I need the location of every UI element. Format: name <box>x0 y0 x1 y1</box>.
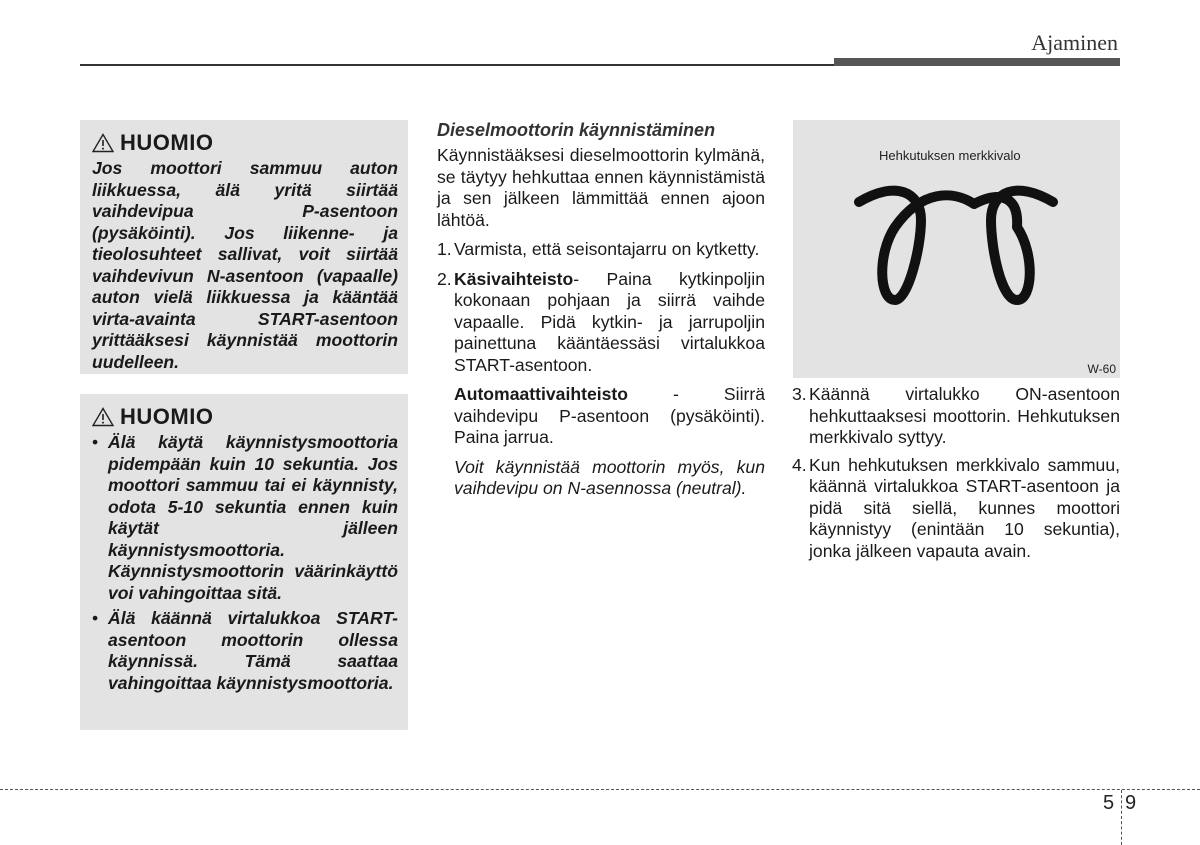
figure-caption: Hehkutuksen merkkivalo <box>879 148 1021 163</box>
automatic-transmission-note: Automaattivaihteisto - Siirrä vaihdevipu P-asentoon (pysäköinti). Paina jarrua. <box>454 384 765 447</box>
diesel-start-section <box>437 120 765 500</box>
glow-plug-coil-icon <box>851 182 1061 312</box>
header-rule <box>80 64 835 66</box>
caution-header <box>92 404 398 430</box>
section-number: 5 <box>1103 792 1115 814</box>
glow-indicator-figure <box>793 120 1120 378</box>
step-4: 4. Kun hehkutuksen merkkivalo sammuu, käännä virtalukkoa START-asentoon ja pidä sitä siellä, kunnes moottori käynnistyy (enintään 10 sekuntia), jonka jälkeen vapauta avain. <box>792 454 1120 561</box>
caution-title: HUOMIO <box>120 404 214 429</box>
glow-procedure <box>792 384 1120 568</box>
neutral-note: Voit käynnistää moottorin myös, kun vaihdevipu on N-asennossa (neutral). <box>454 456 765 498</box>
caution-list-item: • Älä käännä virtalukkoa START-asentoon moottorin ollessa käynnissä. Tämä saattaa vahingoittaa käynnistysmoottoria. <box>92 608 398 693</box>
chapter-title: Ajaminen <box>1031 30 1118 55</box>
step-1: 1. Varmista, että seisontajarru on kytketty. <box>437 239 760 259</box>
step-2: 2. Käsivaihteisto- Paina kytkinpoljin kokonaan pohjaan ja siirrä vaihde vapaalle. Pidä kytkin- ja jarrupoljin painettuna kääntäessäsi virtalukkoa START-asentoon. <box>437 268 765 375</box>
warning-triangle-icon <box>92 133 114 153</box>
caution-title: HUOMIO <box>120 130 214 155</box>
caution-text: Jos moottori sammuu auton liikkuessa, älä yritä siirtää vaihdevipua P-asentoon (pysäköinti). Jos liikenne- ja tieolosuhteet sallivat, voit siirtää vaihdevivun N-asentoon (vapaalle) auton vielä liikkuessa ja kääntää virta-avainta START-asentoon yrittääksesi käynnistää moottorin uudelleen. <box>92 158 398 372</box>
step-3: 3. Käännä virtalukko ON-asentoon hehkuttaaksesi moottorin. Hehkutuksen merkkivalo syttyy. <box>792 384 1120 447</box>
warning-triangle-icon <box>92 407 114 427</box>
caution-list-item: • Älä käytä käynnistysmoottoria pidempään kuin 10 sekuntia. Jos moottori sammuu tai ei käynnisty, odota 5-10 sekuntia ennen kuin käytät jälleen käynnistysmoottoria. Käynnistysmoottorin väärinkäyttö voi vahingoittaa sitä. <box>92 432 398 603</box>
caution-box-engine-stall <box>80 120 408 374</box>
caution-list <box>92 432 398 694</box>
section-title: Dieselmoottorin käynnistäminen <box>437 120 716 140</box>
footer-divider <box>0 789 1200 790</box>
header-accent-bar <box>834 58 1120 66</box>
page-number-divider <box>1121 790 1122 845</box>
manual-transmission-label: Käsivaihteisto <box>454 268 574 289</box>
figure-code: W-60 <box>1087 362 1116 376</box>
caution-header <box>92 130 398 156</box>
intro-paragraph: Käynnistääksesi dieselmoottorin kylmänä, se täytyy hehkuttaa ennen käynnistämistä ja sen jälkeen lämmittää ennen ajoon lähtöä. <box>437 145 765 230</box>
caution-box-starter-motor <box>80 394 408 730</box>
page-number: 9 <box>1125 792 1137 814</box>
